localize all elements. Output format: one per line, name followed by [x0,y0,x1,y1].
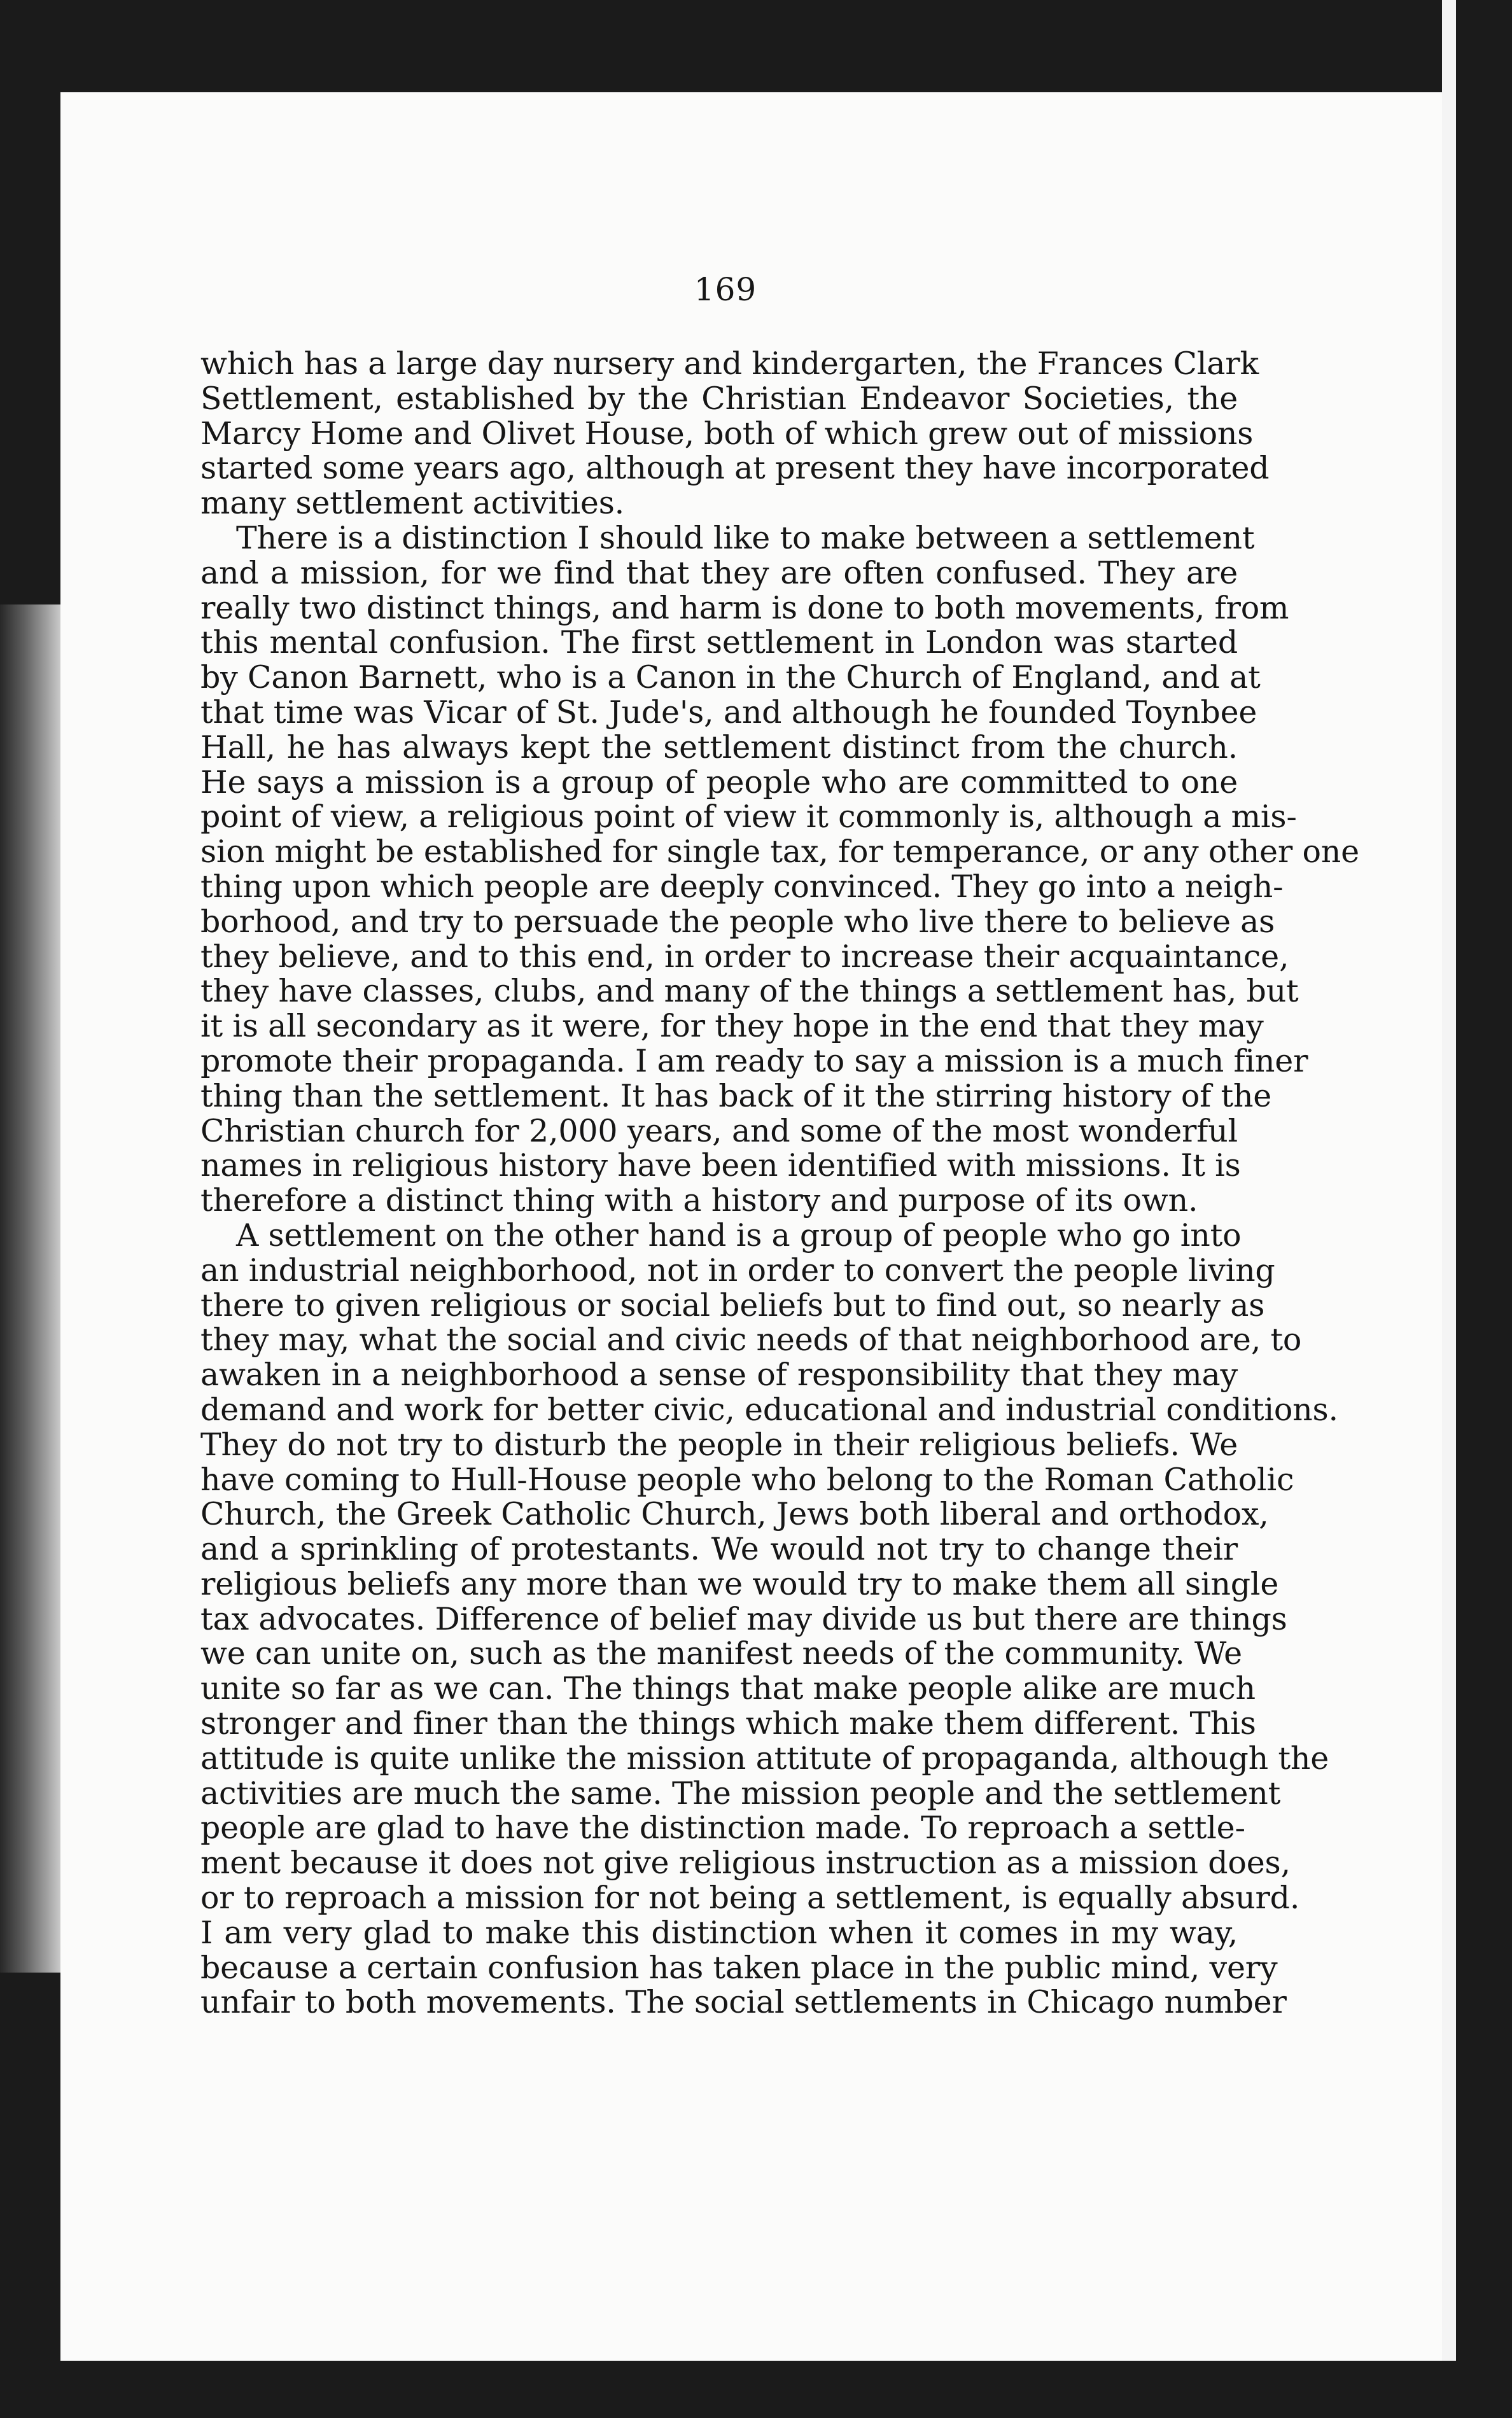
text-line: started some years ago, although at present they have incorporated [200,450,1270,487]
page-number: 169 [694,271,757,308]
text-line: unfair to both movements. The social settlements in Chicago number [200,1984,1287,2021]
scan-page-edge [1442,0,1456,2418]
text-line: promote their propaganda. I am ready to say a mission is a much finer [200,1042,1308,1079]
text-line: ment because it does not give religious instruction as a mission does, [200,1845,1291,1882]
text-line: have coming to Hull-House people who belong to the Roman Catholic [200,1461,1294,1498]
text-line: because a certain confusion has taken place in the public mind, very [200,1949,1278,1986]
text-line: Settlement, established by the Christian Endeavor Societies, the [200,380,1238,417]
text-line: and a sprinkling of protestants. We would not try to change their [200,1531,1238,1568]
text-line: Hall, he has always kept the settlement distinct from the church. [200,729,1238,765]
body-text [200,346,1359,2021]
text-line: we can unite on, such as the manifest needs of the community. We [200,1635,1242,1672]
text-line: borhood, and try to persuade the people who live there to believe as [200,903,1275,940]
text-line: religious beliefs any more than we would try to make them all single [200,1565,1279,1602]
text-line: many settlement activities. [200,485,625,522]
text-line: thing upon which people are deeply convinced. They go into a neigh- [200,868,1284,905]
text-line: therefore a distinct thing with a history and purpose of its own. [200,1182,1198,1219]
scan-binding-shadow [0,604,60,1973]
text-line: that time was Vicar of St. Jude's, and although he founded Toynbee [200,694,1257,730]
text-line: He says a mission is a group of people who are committed to one [200,764,1238,800]
text-line: it is all secondary as it were, for they hope in the end that they may [200,1008,1264,1045]
text-line: There is a distinction I should like to make between a settlement [236,519,1255,556]
text-line: activities are much the same. The mission people and the settlement [200,1775,1281,1812]
text-line: demand and work for better civic, educational and industrial conditions. [200,1391,1338,1428]
text-line: They do not try to disturb the people in their religious beliefs. We [200,1426,1238,1463]
text-line: which has a large day nursery and kindergarten, the Frances Clark [200,346,1259,382]
text-line: people are glad to have the distinction made. To reproach a settle- [200,1810,1245,1847]
text-line: names in religious history have been identified with missions. It is [200,1147,1241,1184]
text-line: sion might be established for single tax, for temperance, or any other one [200,834,1359,870]
text-line: point of view, a religious point of view it commonly is, although a mis- [200,799,1297,835]
text-line: attitude is quite unlike the mission attitute of propaganda, although the [200,1740,1329,1777]
text-line: Church, the Greek Catholic Church, Jews both liberal and orthodox, [200,1496,1269,1533]
text-line: tax advocates. Difference of belief may divide us but there are things [200,1600,1287,1637]
text-line: and a mission, for we find that they are often confused. They are [200,554,1238,591]
text-line: by Canon Barnett, who is a Canon in the Church of England, and at [200,659,1261,696]
text-line: there to given religious or social beliefs but to find out, so nearly as [200,1287,1265,1324]
text-line: awaken in a neighborhood a sense of responsibility that they may [200,1357,1238,1394]
text-line: really two distinct things, and harm is done to both movements, from [200,589,1289,626]
text-line: or to reproach a mission for not being a settlement, is equally absurd. [200,1880,1300,1917]
text-line: they may, what the social and civic needs of that neighborhood are, to [200,1322,1302,1359]
text-line: they believe, and to this end, in order to increase their acquaintance, [200,938,1289,975]
text-line: I am very glad to make this distinction when it comes in my way, [200,1914,1238,1951]
scan-border-bottom [0,2361,1512,2418]
text-line: stronger and finer than the things which make them different. This [200,1705,1256,1742]
text-line: Marcy Home and Olivet House, both of which grew out of missions [200,415,1254,452]
text-line: unite so far as we can. The things that make people alike are much [200,1670,1256,1707]
text-line: thing than the settlement. It has back of it the stirring history of the [200,1077,1272,1114]
text-line: Christian church for 2,000 years, and some of the most wonderful [200,1112,1238,1149]
text-line: A settlement on the other hand is a group of people who go into [236,1217,1242,1254]
text-line: an industrial neighborhood, not in order to convert the people living [200,1252,1275,1289]
text-line: they have classes, clubs, and many of the things a settlement has, but [200,973,1299,1010]
text-line: this mental confusion. The first settlement in London was started [200,624,1238,661]
